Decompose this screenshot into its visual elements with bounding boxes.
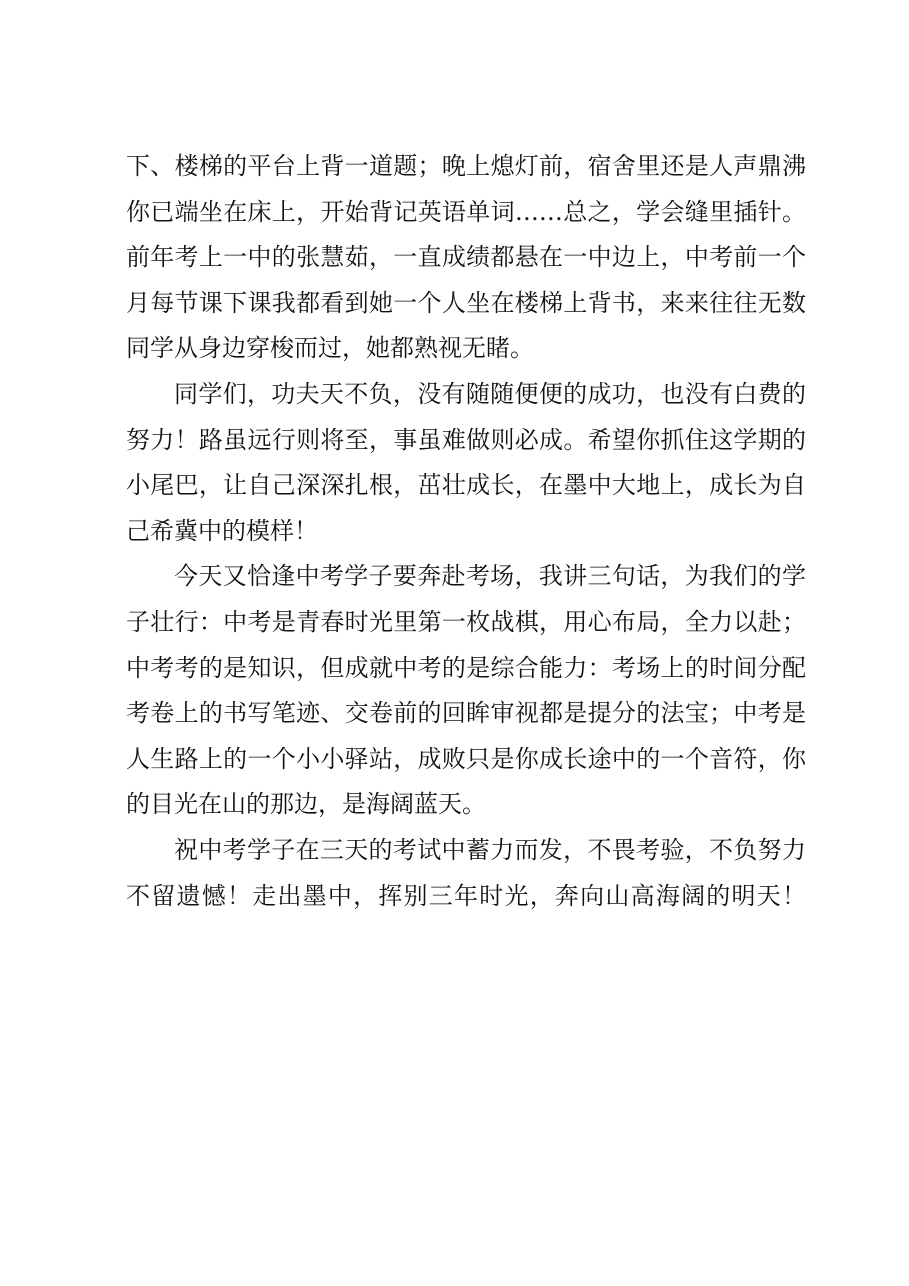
text-line: 小尾巴，让自己深深扎根，茁壮成长，在墨中大地上，成长为自	[126, 471, 806, 500]
text-line: 前年考上一中的张慧茹，一直成绩都悬在一中边上，中考前一个	[126, 243, 806, 272]
text-line: 同学们，功夫天不负，没有随随便便的成功，也没有白费的	[174, 379, 806, 408]
text-line: 中考考的是知识，但成就中考的是综合能力：考场上的时间分配	[126, 653, 806, 682]
paragraph	[126, 554, 806, 828]
text-line: 你已端坐在床上，开始背记英语单词……总之，学会缝里插针。	[126, 197, 806, 226]
paragraph	[126, 372, 806, 554]
text-line: 祝中考学子在三天的考试中蓄力而发，不畏考验，不负努力	[174, 835, 806, 864]
text-line: 子壮行：中考是青春时光里第一枚战棋，用心布局，全力以赴；	[126, 607, 806, 636]
text-line: 今天又恰逢中考学子要奔赴考场，我讲三句话，为我们的学	[174, 562, 806, 591]
text-line: 下、楼梯的平台上背一道题；晚上熄灯前，宿舍里还是人声鼎沸	[126, 152, 806, 180]
paragraph	[126, 144, 806, 372]
text-line: 考卷上的书写笔迹、交卷前的回眸审视都是提分的法宝；中考是	[126, 699, 806, 728]
text-line: 努力！路虽远行则将至，事虽难做则必成。希望你抓住这学期的	[126, 425, 806, 454]
text-line: 月每节课下课我都看到她一个人坐在楼梯上背书，来来往往无数	[126, 288, 806, 317]
text-line: 己希冀中的模样！	[126, 516, 318, 545]
text-line: 不留遗憾！走出墨中，挥别三年时光，奔向山高海阔的明天！	[126, 881, 806, 910]
text-line: 的目光在山的那边，是海阔蓝天。	[126, 790, 486, 819]
paragraph	[126, 828, 806, 919]
text-line: 人生路上的一个小小驿站，成败只是你成长途中的一个音符，你	[126, 744, 806, 773]
body-text	[126, 144, 806, 919]
text-line: 同学从身边穿梭而过，她都熟视无睹。	[126, 334, 534, 363]
